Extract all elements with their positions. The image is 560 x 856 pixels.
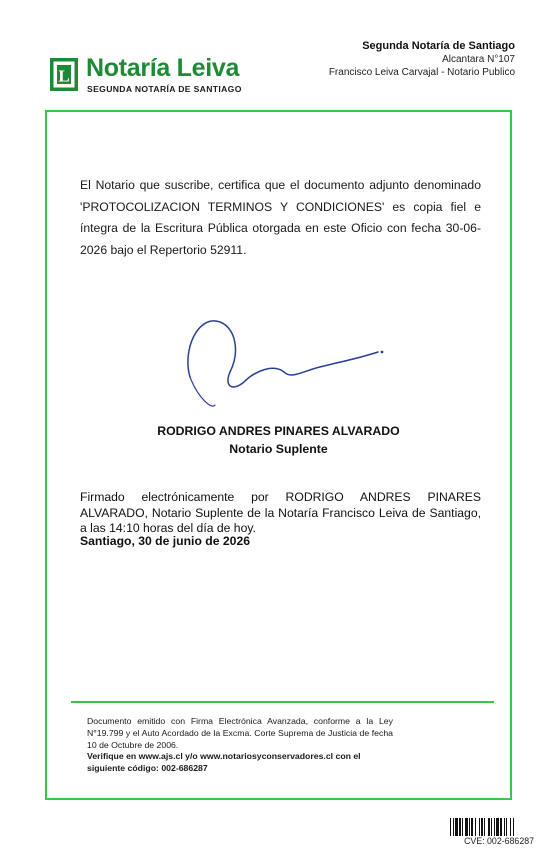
barcode-icon bbox=[450, 818, 532, 836]
office-address: Alcantara N°107 bbox=[442, 54, 515, 65]
cve-code: CVE: 002-686287 bbox=[464, 836, 534, 846]
signer-role: Notario Suplente bbox=[229, 442, 328, 456]
footer-notice bbox=[87, 716, 393, 775]
signer-name: RODRIGO ANDRES PINARES ALVARADO bbox=[157, 424, 400, 438]
certificate-text: El Notario que suscribe, certifica que el documento adjunto denominado 'PROTOCOLIZACION TERMINOS Y CONDICIONES' es copia fiel e íntegra de la Escritura Pública otorgada en este Oficio con fecha 30-06-2026 bajo el Repertorio 52911. bbox=[80, 178, 481, 257]
notary-logo bbox=[50, 56, 250, 96]
verification-text: Verifique en www.ajs.cl y/o www.notariosyconservadores.cl con el siguiente código: 002-686287 bbox=[87, 751, 361, 774]
legal-notice-text: Documento emitido con Firma Electrónica Avanzada, conforme a la Ley N°19.799 y el Auto Acordado de la Excma. Corte Suprema de Justicia de fecha 10 de Octubre de 2006. bbox=[87, 716, 393, 750]
notary-header-info bbox=[329, 40, 515, 79]
footer-divider bbox=[71, 701, 494, 703]
electronic-signature-text: Firmado electrónicamente por RODRIGO ANDRES PINARES ALVARADO, Notario Suplente de la Notaría Francisco Leiva de Santiago, a las 14:10 horas del día de hoy. bbox=[80, 490, 481, 535]
notary-name-line: Francisco Leiva Carvajal - Notario Publico bbox=[328, 67, 515, 78]
notary-logo-subtitle: SEGUNDA NOTARÍA DE SANTIAGO bbox=[87, 84, 242, 94]
handwritten-signature bbox=[172, 312, 392, 422]
place-date: Santiago, 30 de junio de 2026 bbox=[80, 534, 251, 548]
certificate-frame bbox=[45, 110, 512, 800]
notary-logo-name: Notaría Leiva bbox=[86, 54, 240, 82]
notary-logo-mark-icon bbox=[50, 58, 78, 91]
office-title: Segunda Notaría de Santiago bbox=[362, 40, 515, 52]
svg-text:L: L bbox=[58, 66, 70, 86]
